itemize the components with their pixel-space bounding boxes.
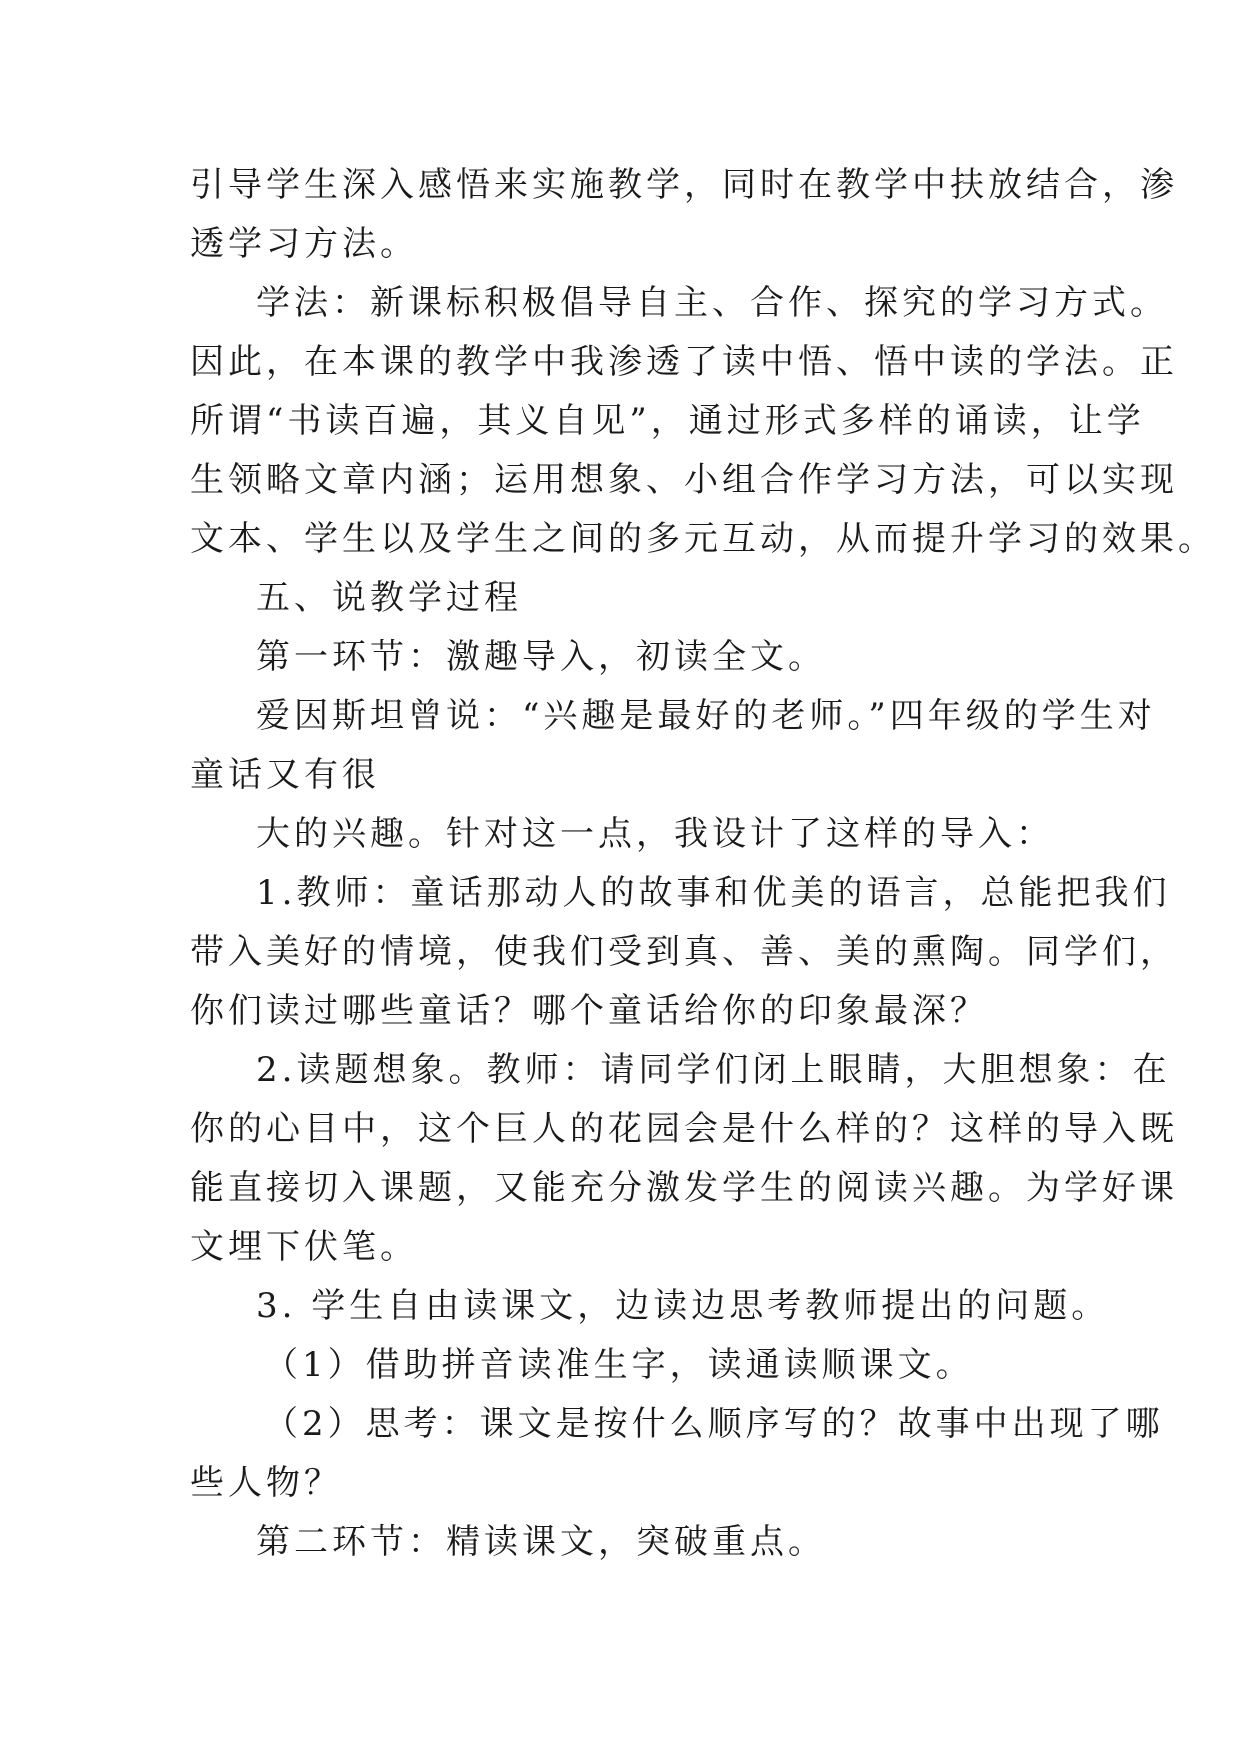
text-line: 文本、学生以及学生之间的多元互动，从而提升学习的效果。 [190, 519, 1216, 559]
text-line: 童话又有很 [190, 755, 380, 795]
text-line: 文埋下伏笔。 [190, 1227, 418, 1267]
text-line: 引导学生深入感悟来实施教学，同时在教学中扶放结合，渗 [190, 165, 1178, 205]
text-line: 些人物？ [190, 1463, 342, 1503]
paragraph-start: 学法：新课标积极倡导自主、合作、探究的学习方式。 [256, 283, 1168, 323]
text-line: 生领略文章内涵；运用想象、小组合作学习方法，可以实现 [190, 460, 1178, 500]
paragraph-start: 大的兴趣。针对这一点，我设计了这样的导入： [256, 814, 1054, 854]
text-line: 带入美好的情境，使我们受到真、善、美的熏陶。同学们， [190, 932, 1178, 972]
subsection-heading: 第一环节：激趣导入，初读全文。 [256, 637, 826, 677]
list-item-start: 1.教师：童话那动人的故事和优美的语言，总能把我们 [256, 873, 1171, 913]
text-line: 你的心目中，这个巨人的花园会是什么样的？这样的导入既 [190, 1109, 1178, 1149]
text-line: 透学习方法。 [190, 224, 418, 264]
sub-list-item: （2）思考：课文是按什么顺序写的？故事中出现了哪 [264, 1404, 1164, 1444]
section-heading: 五、说教学过程 [256, 578, 522, 618]
text-line: 能直接切入课题，又能充分激发学生的阅读兴趣。为学好课 [190, 1168, 1178, 1208]
document-body [190, 156, 1216, 1572]
sub-list-item: （1）借助拼音读准生字，读通读顺课文。 [264, 1345, 974, 1385]
list-item-start: 3. 学生自由读课文，边读边思考教师提出的问题。 [256, 1286, 1110, 1326]
subsection-heading: 第二环节：精读课文，突破重点。 [256, 1522, 826, 1562]
list-item-start: 2.读题想象。教师：请同学们闭上眼睛，大胆想象：在 [256, 1050, 1171, 1090]
text-line: 因此，在本课的教学中我渗透了读中悟、悟中读的学法。正 [190, 342, 1178, 382]
text-line: 所谓“书读百遍，其义自见”，通过形式多样的诵读，让学 [190, 401, 1145, 441]
paragraph-start: 爱因斯坦曾说：“兴趣是最好的老师。”四年级的学生对 [256, 696, 1156, 736]
text-line: 你们读过哪些童话？哪个童话给你的印象最深？ [190, 991, 988, 1031]
